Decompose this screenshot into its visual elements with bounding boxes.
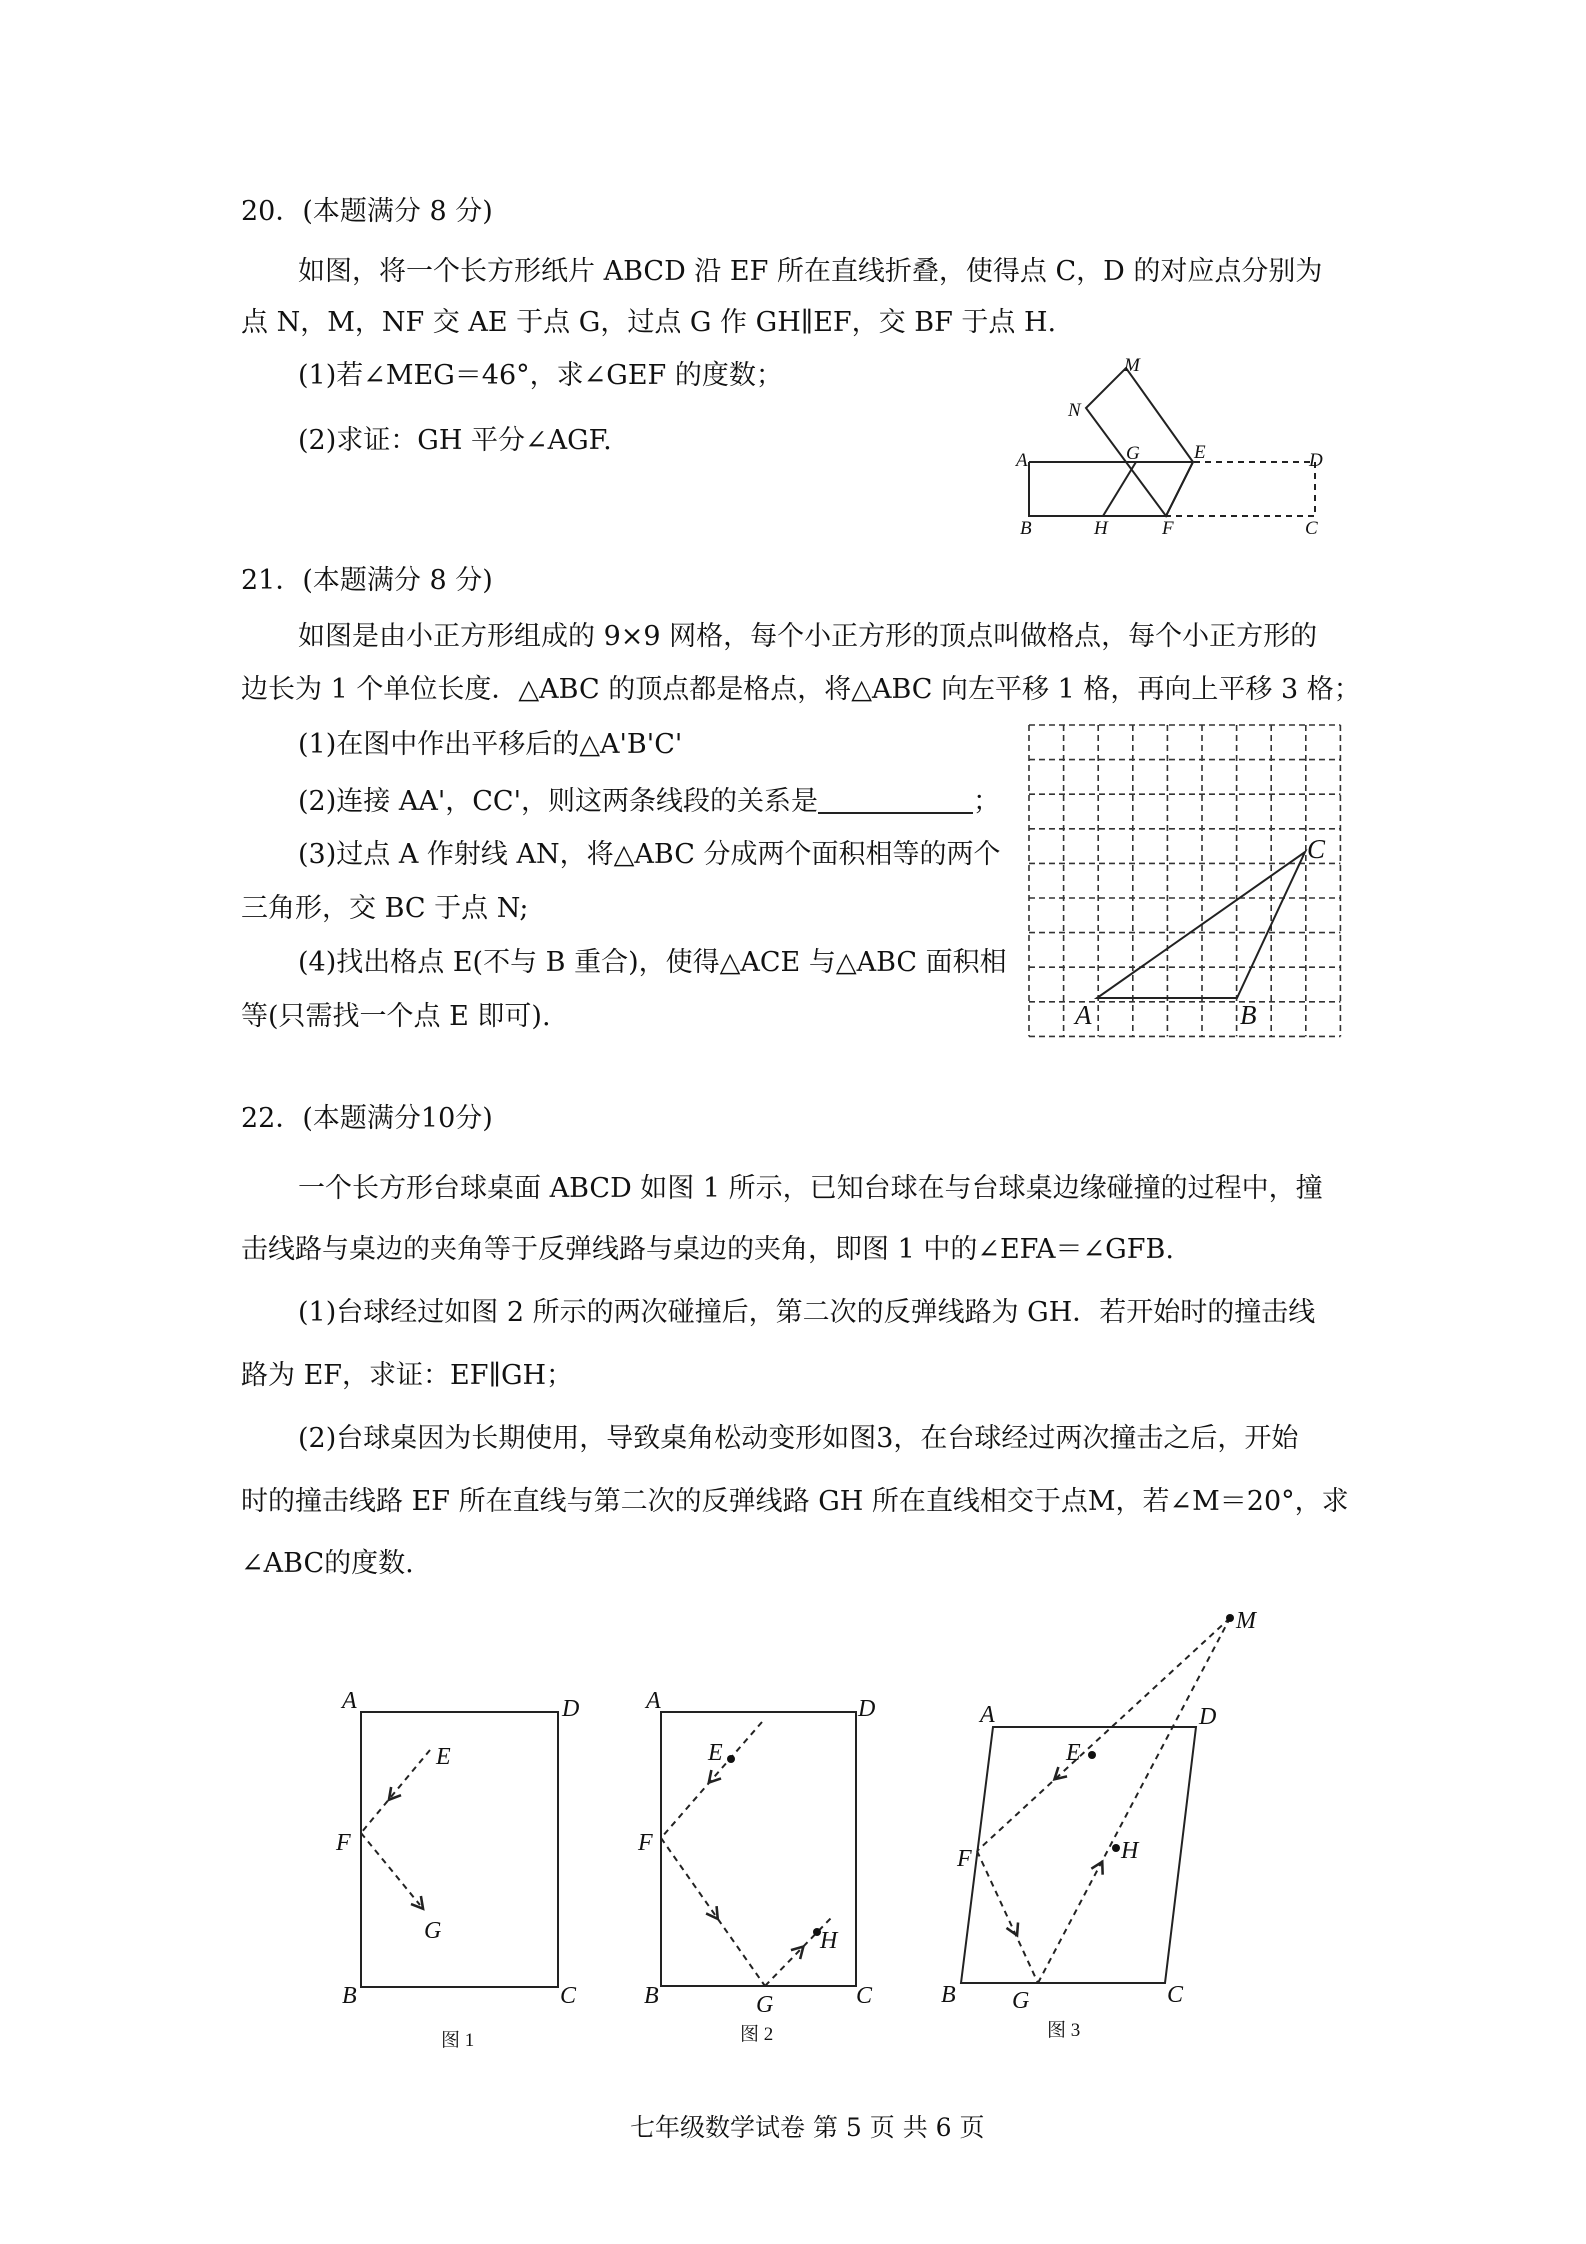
q21-line2: 边长为 1 个单位长度．△ABC 的顶点都是格点，将△ABC 向左平移 1 格，再向上平移 3 格；: [241, 674, 1361, 705]
fig3-label-F: F: [957, 1846, 972, 1872]
q21-part4-b: 等(只需找一个点 E 即可).: [241, 1001, 551, 1032]
q20-part1: (1)若∠MEG＝46°，求∠GEF 的度数；: [298, 360, 783, 391]
fig2-label-H: H: [820, 1928, 838, 1954]
fig3-label-B: B: [941, 1982, 956, 2008]
q22-fig1: [361, 1712, 558, 1987]
q22-part2-b: 时的撞击线路 EF 所在直线与第二次的反弹线路 GH 所在直线相交于点M，若∠M＝20°，求: [241, 1486, 1349, 1517]
q20-label-G: G: [1126, 443, 1140, 464]
q21-part1: (1)在图中作出平移后的△A'B'C': [298, 729, 683, 760]
fig2-label-C: C: [856, 1983, 873, 2009]
fig1-caption: 图 1: [441, 2030, 475, 2051]
q20-label-D: D: [1309, 450, 1323, 471]
fig1-label-F: F: [336, 1830, 351, 1856]
fig1-label-B: B: [342, 1983, 357, 2009]
q20-label-B: B: [1020, 518, 1032, 539]
fig2-label-E: E: [708, 1740, 723, 1766]
fig2-label-A: A: [646, 1688, 661, 1714]
fig1-label-A: A: [342, 1688, 357, 1714]
q21-line1: 如图是由小正方形组成的 9×9 网格，每个小正方形的顶点叫做格点，每个小正方形的: [298, 621, 1318, 652]
fig1-label-E: E: [436, 1744, 451, 1770]
fig3-label-M: M: [1236, 1608, 1256, 1634]
q20-label-N: N: [1068, 400, 1081, 421]
q22-part2-c: ∠ABC的度数.: [241, 1548, 414, 1579]
q21-header: 21．(本题满分 8 分): [241, 565, 493, 596]
q22-part1-a: (1)台球经过如图 2 所示的两次碰撞后，第二次的反弹线路为 GH．若开始时的撞击线: [298, 1297, 1316, 1328]
q20-line2: 点 N，M，NF 交 AE 于点 G，过点 G 作 GH∥EF，交 BF 于点 H.: [241, 307, 1057, 338]
fig1-label-D: D: [562, 1696, 580, 1722]
fig3-label-E: E: [1066, 1740, 1081, 1766]
q22-part2-a: (2)台球桌因为长期使用，导致桌角松动变形如图3，在台球经过两次撞击之后，开始: [298, 1423, 1299, 1454]
fig3-label-D: D: [1199, 1704, 1217, 1730]
q22-part1-b: 路为 EF，求证：EF∥GH；: [241, 1360, 574, 1391]
fig3-label-C: C: [1167, 1982, 1184, 2008]
q21-part3-b: 三角形，交 BC 于点 N;: [241, 893, 529, 924]
q22-header: 22．(本题满分10分): [241, 1103, 493, 1134]
fig2-label-F: F: [638, 1830, 653, 1856]
fig2-label-G: G: [756, 1992, 774, 2018]
fig1-label-G: G: [424, 1918, 442, 1944]
q21-label-B: B: [1240, 1000, 1257, 1030]
q20-label-H: H: [1094, 518, 1108, 539]
q20-header: 20．(本题满分 8 分): [241, 196, 493, 227]
q21-part3-a: (3)过点 A 作射线 AN，将△ABC 分成两个面积相等的两个: [298, 839, 1001, 870]
q22-fig3: [961, 1618, 1230, 1983]
q20-label-F: F: [1162, 518, 1174, 539]
fig3-label-G: G: [1012, 1988, 1030, 2014]
page-footer: 七年级数学试卷 第 5 页 共 6 页: [630, 2113, 985, 2142]
fig3-label-A: A: [980, 1702, 995, 1728]
q22-line2: 击线路与桌边的夹角等于反弹线路与桌边的夹角，即图 1 中的∠EFA＝∠GFB.: [241, 1234, 1174, 1265]
q21-part4-a: (4)找出格点 E(不与 B 重合)，使得△ACE 与△ABC 面积相: [298, 947, 1007, 978]
q21-part2-end: ；: [973, 786, 1000, 817]
q20-part2: (2)求证：GH 平分∠AGF.: [298, 425, 612, 456]
q22-line1: 一个长方形台球桌面 ABCD 如图 1 所示，已知台球在与台球桌边缘碰撞的过程中，撞: [298, 1173, 1323, 1204]
q20-label-E: E: [1194, 442, 1206, 463]
fig3-label-H: H: [1121, 1838, 1139, 1864]
q20-label-A: A: [1016, 450, 1028, 471]
fig1-label-C: C: [560, 1983, 577, 2009]
fig2-caption: 图 2: [740, 2024, 774, 2045]
q20-label-M: M: [1124, 355, 1140, 376]
q20-line1: 如图，将一个长方形纸片 ABCD 沿 EF 所在直线折叠，使得点 C，D 的对应点分别为: [298, 256, 1323, 287]
q21-label-C: C: [1307, 834, 1326, 864]
q20-label-C: C: [1305, 518, 1318, 539]
fig3-caption: 图 3: [1047, 2020, 1081, 2041]
q21-part2-text: (2)连接 AA'，CC'，则这两条线段的关系是: [298, 786, 818, 817]
fig2-label-D: D: [858, 1696, 876, 1722]
q21-label-A: A: [1075, 1000, 1092, 1030]
fig2-label-B: B: [644, 1983, 659, 2009]
